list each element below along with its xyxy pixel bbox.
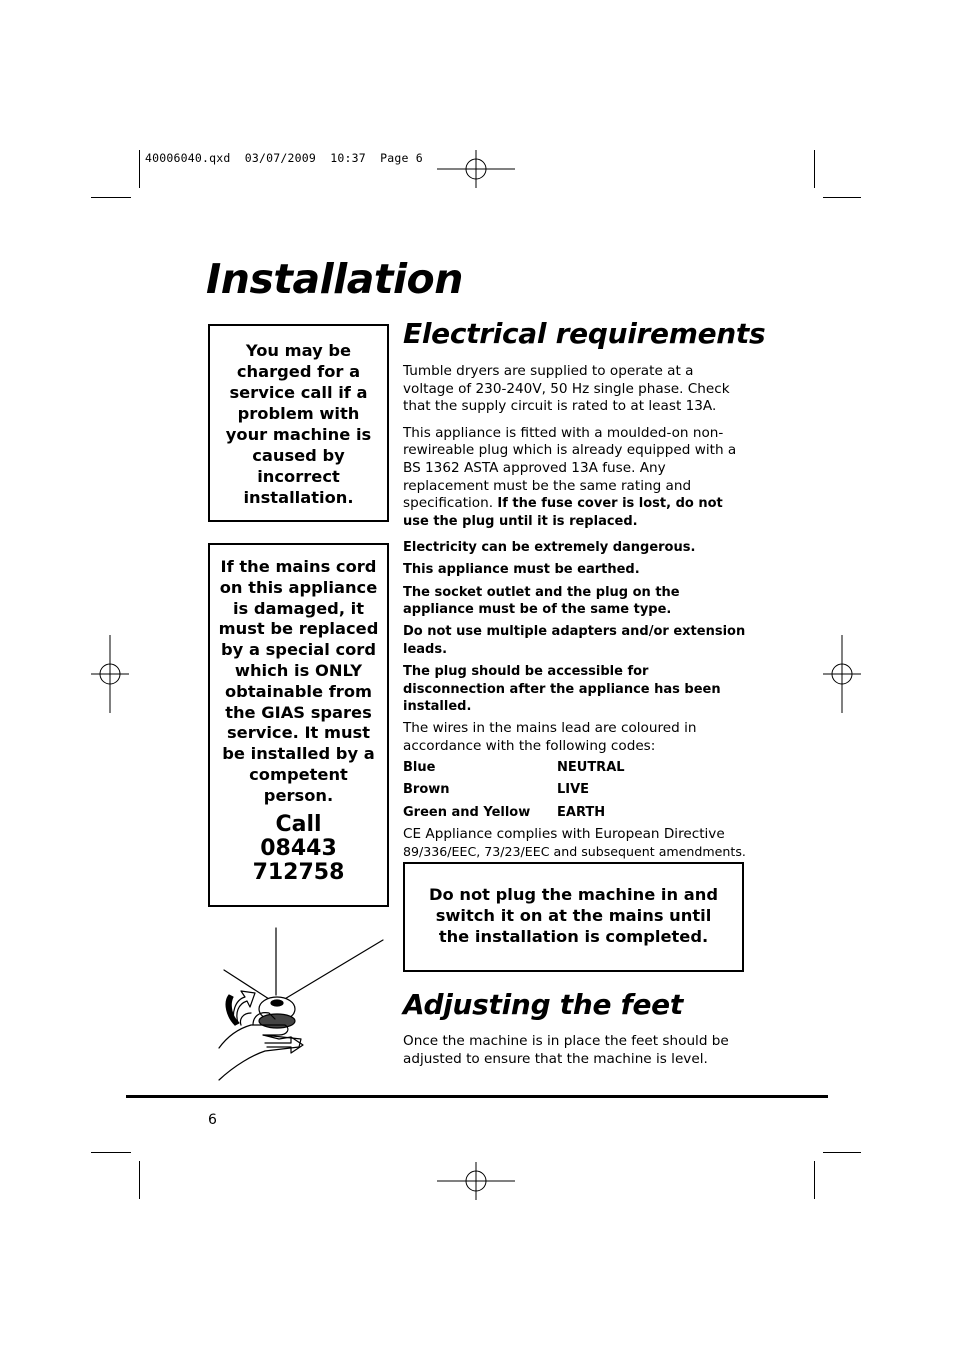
plug-warning-box: [403, 862, 744, 972]
wire-meaning: EARTH: [557, 804, 606, 820]
installation-warning-box: [208, 324, 389, 522]
plug-warning-text: Do not plug the machine in and switch it on at the mains until the installation is completed.: [429, 885, 718, 946]
electrical-para-2-text: This appliance is fitted with a moulded-on non-rewireable plug which is already equipped with a BS 1362 ASTA approved 13A fuse. Any replacement must be the same rating and specification.: [403, 424, 737, 512]
feet-heading: Adjusting the feet: [403, 988, 683, 1021]
footer-rule: [126, 1095, 828, 1098]
warning-electricity: Electricity can be extremely dangerous.: [403, 540, 696, 556]
call-number-part1: 08443: [260, 835, 337, 861]
adjusting-foot-illustration: [205, 925, 390, 1085]
installation-warning-text: You may be charged for a service call if a problem with your machine is caused by incorrect installation.: [225, 341, 372, 507]
wire-code-row: [403, 804, 748, 822]
electrical-para-1: Tumble dryers are supplied to operate at a voltage of 230-240V, 50 Hz single phase. Check that the supply circuit is rated to at least 13A.: [403, 363, 730, 415]
electrical-body: [403, 363, 748, 861]
wires-intro: The wires in the mains lead are coloured in accordance with the following codes:: [403, 720, 697, 754]
call-number-part2: 712758: [252, 859, 345, 885]
fuse-cover-warning: If the fuse cover is lost, do not use the plug until it is replaced.: [403, 496, 723, 529]
print-slug: 40006040.qxd 03/07/2009 10:37 Page 6: [145, 151, 423, 165]
wire-code-row: [403, 781, 748, 799]
wire-colour: Green and Yellow: [403, 804, 531, 820]
warning-accessible: The plug should be accessible for disconnection after the appliance has been installed.: [403, 663, 721, 715]
ce-compliance-line-2: 89/336/EEC, 73/23/EEC and subsequent amendments.: [403, 844, 746, 860]
warning-adapters: Do not use multiple adapters and/or extension leads.: [403, 624, 746, 657]
mains-cord-text: If the mains cord on this appliance is damaged, it must be replaced by a special cord which is ONLY obtainable from the GIAS spares service. It must be installed by a competent person.: [218, 557, 379, 805]
page-title: Installation: [206, 255, 463, 303]
wire-colour: Brown: [403, 782, 450, 798]
wire-meaning: NEUTRAL: [557, 760, 625, 776]
mains-cord-box: [208, 543, 389, 907]
page-number: 6: [208, 1112, 217, 1128]
wire-code-row: [403, 759, 748, 777]
wire-meaning: LIVE: [557, 782, 590, 798]
electrical-para-2: [403, 425, 748, 531]
warning-socket: The socket outlet and the plug on the appliance must be of the same type.: [403, 584, 680, 618]
electrical-heading: Electrical requirements: [403, 317, 766, 350]
wire-colour: Blue: [403, 760, 436, 776]
feet-text: Once the machine is in place the feet should be adjusted to ensure that the machine is level.: [403, 1033, 729, 1067]
warning-earthed: This appliance must be earthed.: [403, 562, 640, 578]
call-label: Call: [275, 811, 322, 837]
ce-compliance-line-1: CE Appliance complies with European Directive: [403, 825, 725, 842]
